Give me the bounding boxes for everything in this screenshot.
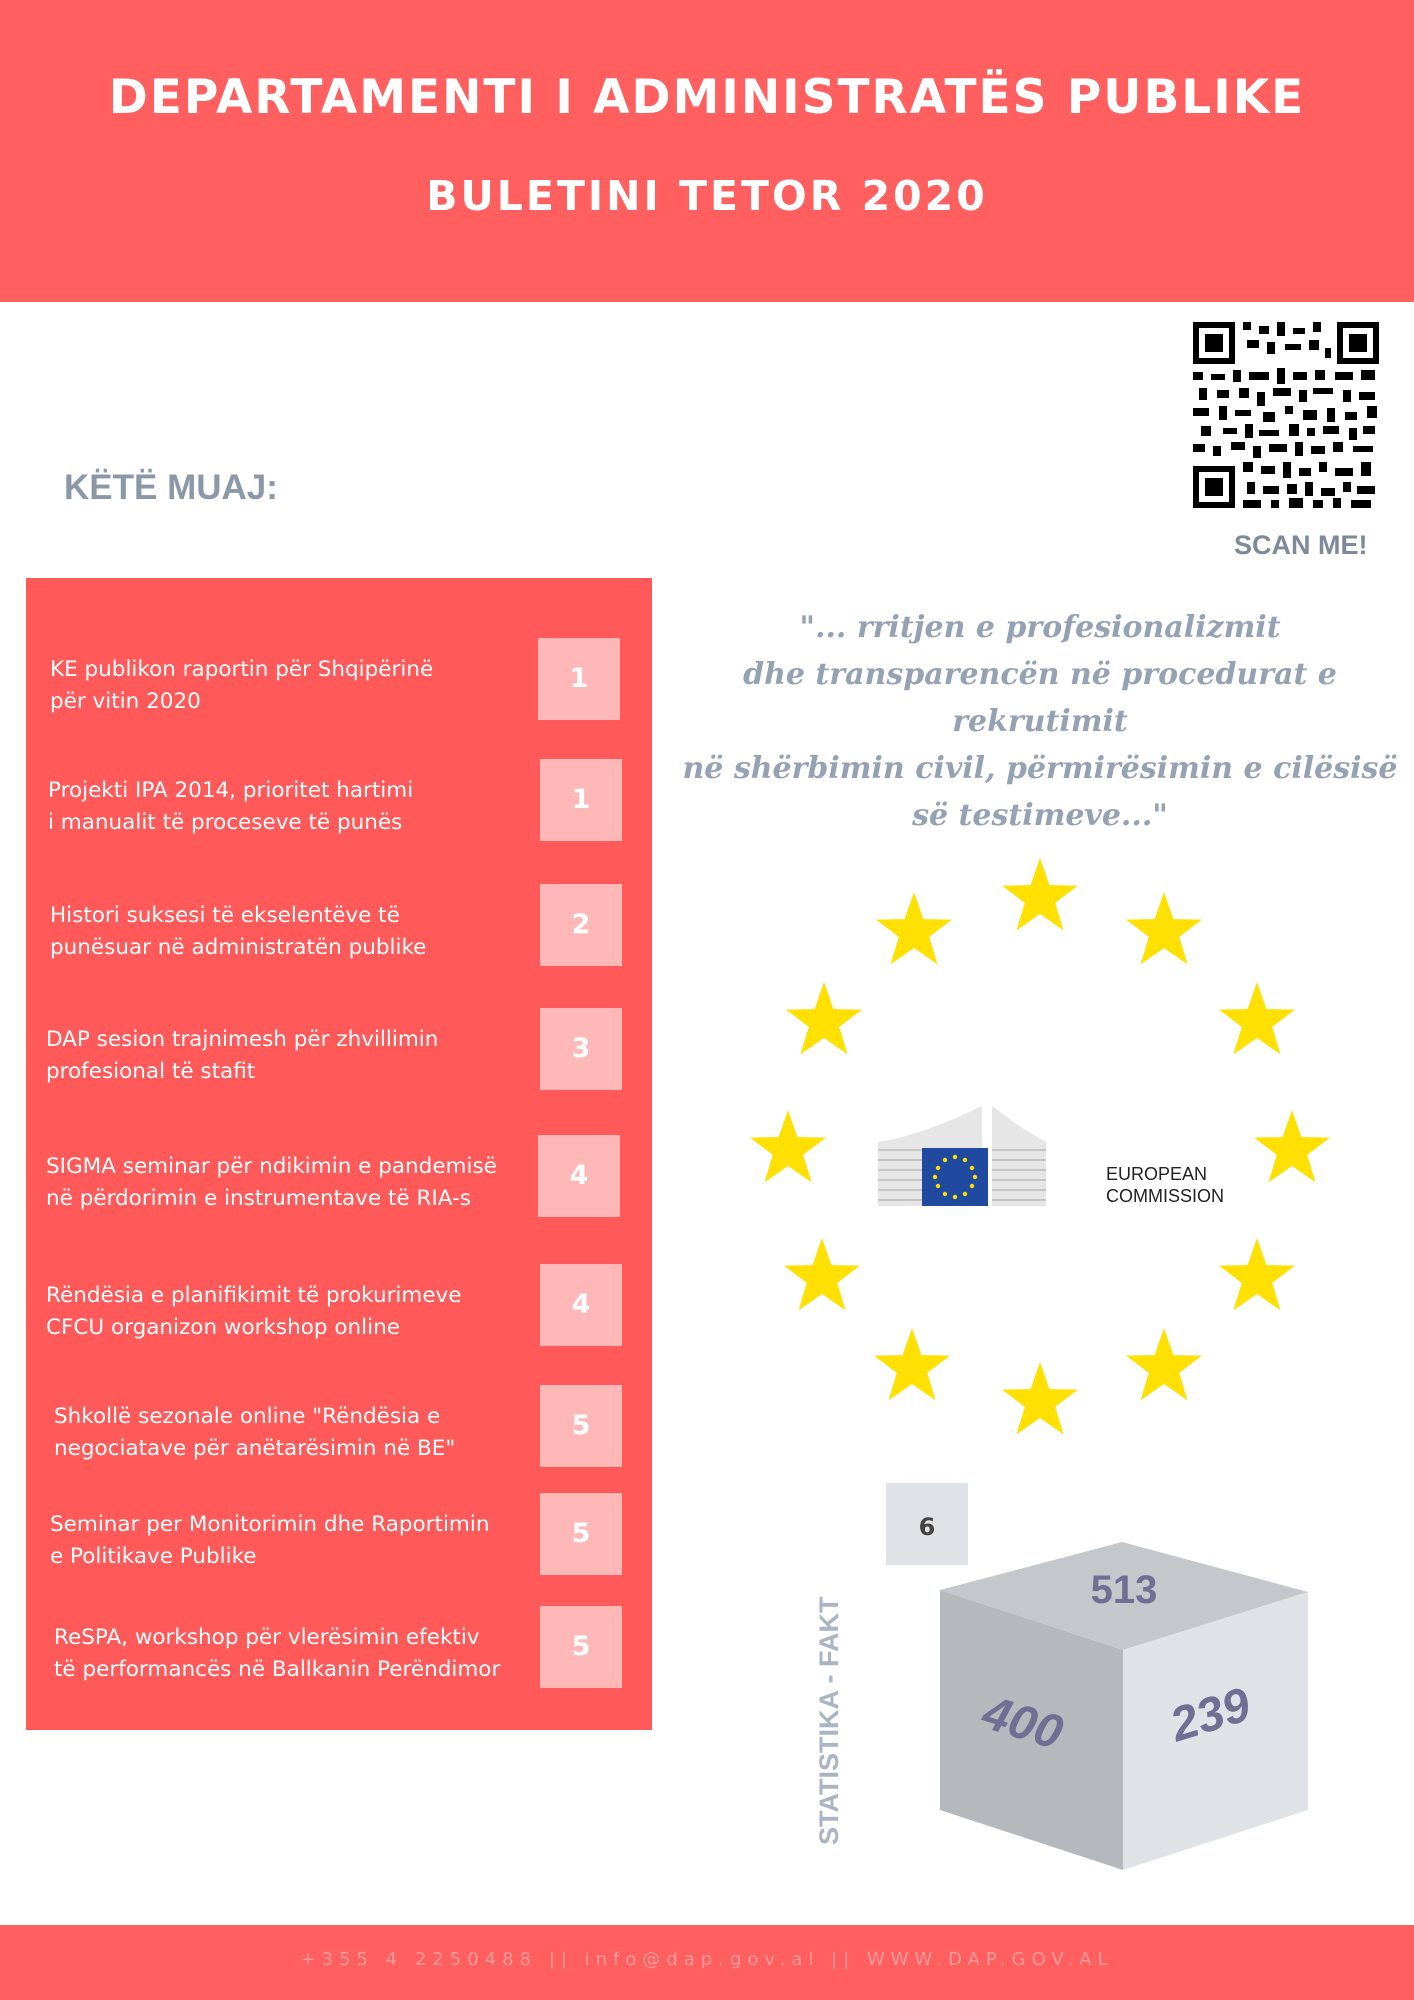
topic-item[interactable] bbox=[26, 759, 652, 843]
topic-page-badge: 4 bbox=[540, 1264, 622, 1346]
topic-item[interactable] bbox=[26, 1385, 652, 1469]
statistics-cube bbox=[800, 1480, 1340, 1880]
eu-commission-logo bbox=[720, 850, 1360, 1450]
topic-item[interactable] bbox=[26, 1135, 652, 1219]
topic-title: Shkollë sezonale online "Rëndësia e negociatave për anëtarësimin në BE" bbox=[54, 1404, 456, 1461]
topic-page-badge: 3 bbox=[540, 1008, 622, 1090]
star-icon bbox=[1254, 1110, 1330, 1182]
eu-logo-line1: EUROPEAN bbox=[1106, 1164, 1208, 1184]
stats-page-number: 6 bbox=[918, 1513, 936, 1541]
star-icon bbox=[1126, 892, 1202, 964]
star-icon bbox=[876, 892, 952, 964]
topic-page-badge: 1 bbox=[538, 638, 620, 720]
topic-title: Rëndësia e planifikimit të prokurimeve CFCU organizon workshop online bbox=[46, 1283, 462, 1340]
topics-panel bbox=[26, 578, 652, 1730]
qr-code[interactable] bbox=[1193, 322, 1379, 508]
star-icon bbox=[750, 1110, 826, 1182]
page-subtitle: BULETINI TETOR 2020 bbox=[426, 172, 988, 220]
topic-page-badge: 2 bbox=[540, 884, 622, 966]
star-icon bbox=[786, 982, 862, 1054]
stats-label: STATISTIKA - FAKT bbox=[814, 1596, 844, 1845]
eu-logo-line2: COMMISSION bbox=[1106, 1186, 1225, 1206]
topic-item[interactable] bbox=[26, 1606, 652, 1690]
topic-title: SIGMA seminar për ndikimin e pandemisë në përdorimin e instrumentave të RIA-s bbox=[46, 1154, 497, 1211]
topic-item[interactable] bbox=[26, 638, 652, 722]
topic-page-badge: 5 bbox=[540, 1493, 622, 1575]
this-month-heading: KËTË MUAJ: bbox=[64, 468, 278, 507]
topic-title: Histori suksesi të ekselentëve të punësuar në administratën publike bbox=[50, 903, 427, 960]
header-banner bbox=[0, 0, 1414, 302]
scan-me-caption: SCAN ME! bbox=[1234, 530, 1368, 560]
topic-item[interactable] bbox=[26, 884, 652, 968]
star-icon bbox=[874, 1328, 950, 1400]
footer-contact: +355 4 2250488 || info@dap.gov.al || WWW.DAP.GOV.AL bbox=[300, 1949, 1114, 1970]
footer-bar bbox=[0, 1925, 1414, 2000]
ec-building-icon bbox=[878, 1106, 1046, 1206]
topic-title: KE publikon raportin për Shqipërinë për vitin 2020 bbox=[50, 657, 434, 714]
topic-item[interactable] bbox=[26, 1264, 652, 1348]
star-icon bbox=[1219, 1238, 1295, 1310]
topic-page-badge: 1 bbox=[540, 759, 622, 841]
stat-left-value: 400 bbox=[976, 1686, 1069, 1761]
topic-title: ReSPA, workshop për vlerësimin efektiv të performancës në Ballkanin Perëndimor bbox=[54, 1625, 501, 1682]
page-title: DEPARTAMENTI I ADMINISTRATËS PUBLIKE bbox=[108, 70, 1306, 125]
topic-item[interactable] bbox=[26, 1493, 652, 1577]
topic-title: DAP sesion trajnimesh për zhvillimin profesional të stafit bbox=[46, 1027, 439, 1084]
topic-page-badge: 5 bbox=[540, 1385, 622, 1467]
quote-text: "... rritjen e profesionalizmit dhe transparencën në procedurat e rekrutimit në shërbimin civil, përmirësimin e cilësisë së testimeve..." bbox=[682, 610, 1398, 833]
topic-page-badge: 5 bbox=[540, 1606, 622, 1688]
star-icon bbox=[1002, 1362, 1078, 1434]
stat-right-value: 239 bbox=[1164, 1678, 1257, 1753]
topic-title: Seminar per Monitorimin dhe Raportimin e Politikave Publike bbox=[50, 1512, 490, 1569]
topic-title: Projekti IPA 2014, prioritet hartimi i manualit të proceseve të punës bbox=[48, 778, 414, 835]
star-icon bbox=[1002, 858, 1078, 930]
topic-page-badge: 4 bbox=[538, 1135, 620, 1217]
topic-item[interactable] bbox=[26, 1008, 652, 1092]
star-icon bbox=[784, 1238, 860, 1310]
stat-top-value: 513 bbox=[1090, 1568, 1158, 1612]
star-icon bbox=[1126, 1328, 1202, 1400]
star-icon bbox=[1219, 982, 1295, 1054]
